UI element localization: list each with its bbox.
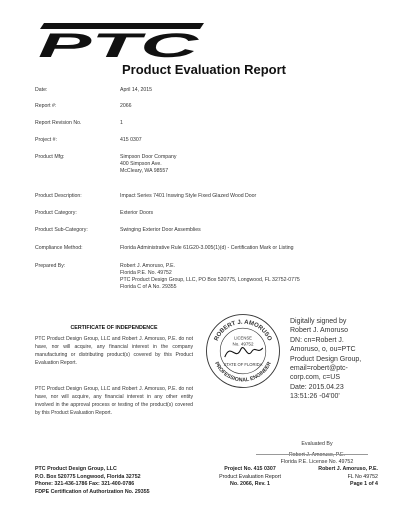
- certificate-paragraph-2: PTC Product Design Group, LLC and Robert J. Amoruso, P.E. do not have, nor will acquire, any financial interest in any other entity involved in the approval process or testing of the product(s) covered by this Product Evaluation Report.: [35, 386, 193, 416]
- signature-line: [256, 454, 368, 455]
- seal-name: ROBERT J. AMORUSO: [212, 318, 274, 343]
- engineer-seal: [205, 313, 281, 389]
- certificate-paragraph-1: PTC Product Design Group, LLC and Robert J. Amoruso, P.E. do not have, nor will acquire, any financial interest in the company manufacturing or distributing product(s) covered by this Product Evaluation Report.: [35, 336, 193, 366]
- evaluated-by-label: Evaluated By: [301, 441, 333, 447]
- seal-license-label: LICENSE: [234, 335, 252, 341]
- digital-signature-block: Digitally signed by Robert J. Amoruso DN: cn=Robert J. Amoruso, o, ou=PTC Product Design Group, email=robert@ptc- corp.com, c=US Date: 2015.04.23 13:51:26 -04'00': [290, 318, 362, 401]
- ptc-logo: [32, 20, 204, 60]
- page-title: Product Evaluation Report: [122, 62, 286, 77]
- footer-engineer: Robert J. Amoruso, P.E. FL No 49752 Page 1 of 4: [318, 466, 378, 488]
- evaluator-name: Robert J. Amoruso, P.E.: [288, 451, 346, 458]
- logo-text: PTC: [38, 27, 200, 60]
- seal-state: STATE OF FLORIDA: [223, 362, 263, 368]
- footer-project: Project No. 415 0307 Product Evaluation Report No. 2066, Rev. 1: [219, 466, 281, 488]
- report-page: PTC Product Evaluation Report Date: April 14, 2015 Report #: 2066 Report Revision No. 1 Project #: 415 0307 Product Mfg: Simpson Door Company 400 Simpson Ave. McCleary, WA 98557 Product Description: Impact Series 7401 Inswing Style Fixed Glazed Wood Door Product Category: Exterior Doors Product Sub-Category: Swinging Exterior Door Assemblies Compliance Method: Florida Administrative Rule 61G20-3.005(1)(d) - Certification Mark or Listing Prepared By: Robert J. Amoruso, P.E. Florida P.E. No. 49752 PTC Product Design Group, LLC, PO Box 520775, Longwood, FL 32752-0775 Florida C of A No. 29355 CERTIFICATE OF INDEPENDENCE PTC Product Design Group, LLC and Robert J. Amoruso, P.E. do not have, nor will acquire, any financial interest in the company manufacturing or distributing product(s) covered by this Product Evaluation Report. PTC Product Design Group, LLC and Robert J. Amoruso, P.E. do not have, nor will acquire, any financial interest in any other entity involved in the approval process or testing of the product(s) covered by this Product Evaluation Report. ROBERT J. AMORUSO PROFESSIONAL ENGINEER LICENSE No. 49752 STATE OF FLORIDA Digitally signed by Robert J. Amoruso DN: cn=Robert J. Amoruso, o, ou=PTC Product Design Group, email=robert@ptc- corp.com, c=US Date: 2015.04.23 13:51:26 -04'00' Evaluated By Robert J. Amoruso, P.E. Florida P.E. License No. 49752 PTC Product Design Group, LLC P.O. Box 520775 Longwood, Florida 32752 Phone: 321-436-1786 Fax: 321-400-0786 FDPE Certification of Authorization No. 29355 Project No. 415 0307 Product Evaluation Report No. 2066, Rev. 1 Robert J. Amoruso, P.E. FL No 49752 Page 1 of 4: [0, 0, 408, 528]
- evaluator-license: Florida P.E. License No. 49752: [280, 459, 354, 465]
- certificate-heading: CERTIFICATE OF INDEPENDENCE: [70, 325, 158, 331]
- seal-license-number: No. 49752: [232, 341, 254, 347]
- signature-scribble: [225, 348, 263, 358]
- seal-title: PROFESSIONAL ENGINEER: [213, 361, 273, 384]
- footer-company: PTC Product Design Group, LLC P.O. Box 520775 Longwood, Florida 32752 Phone: 321-436-1786 Fax: 321-400-0786 FDPE Certification of Authorization No. 29355: [35, 466, 150, 495]
